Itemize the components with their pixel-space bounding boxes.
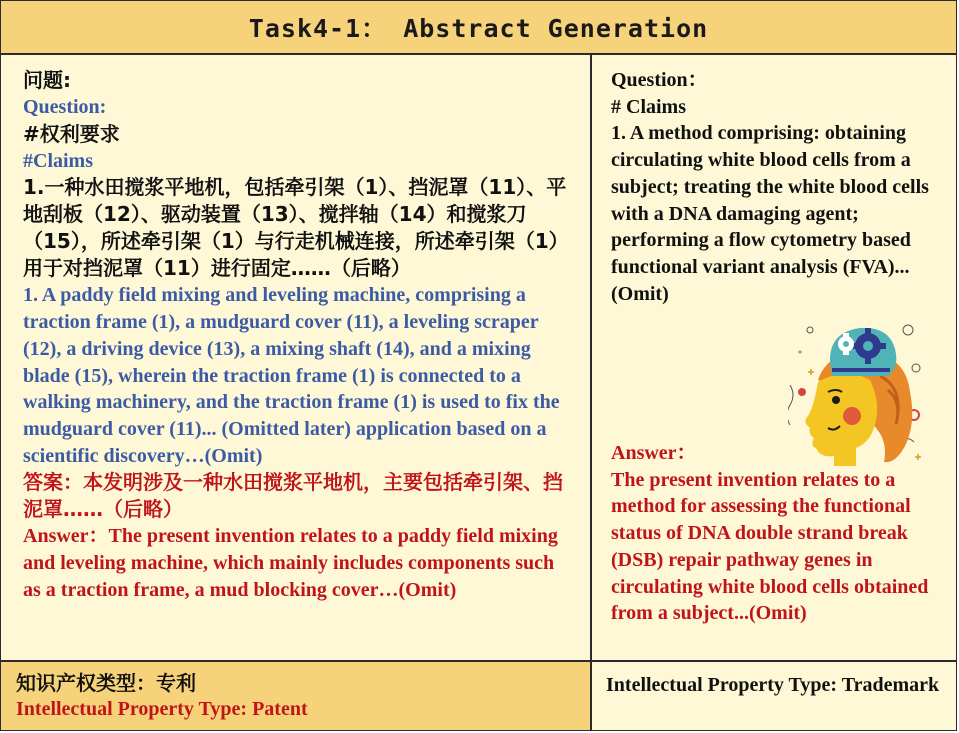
- task-title-text: Task4-1： Abstract Generation: [248, 14, 709, 43]
- right-answer-text: The present invention relates to a method for assessing the functional status of DNA double strand break (DSB) repair pathway genes in circulating white blood cells obtained from a subject...(Omit): [611, 468, 929, 625]
- claims-label-zh: #权利要求: [23, 121, 120, 146]
- task-title: [1, 1, 956, 55]
- ip-type-zh: 知识产权类型：专利: [16, 671, 196, 695]
- right-claims-label: # Claims: [611, 95, 686, 118]
- right-answer-block: [611, 440, 946, 627]
- claim-text-zh: 1.一种水田搅浆平地机，包括牵引架（1）、挡泥罩（11）、平地刮板（12）、驱动装置（13）、搅拌轴（14）和搅浆刀（15），所述牵引架（1）与行走机械连接，所述牵引架（1）用于对挡泥罩（11）进行固定……（后略）: [23, 175, 569, 281]
- claims-label-en: #Claims: [23, 149, 93, 172]
- answer-zh: 答案：本发明涉及一种水田搅浆平地机，主要包括牵引架、挡泥罩……（后略）: [23, 470, 563, 522]
- claim-text-en: 1. A paddy field mixing and leveling machine, comprising a traction frame (1), a mudguard cover (11), a leveling scraper (12), a driving device (13), a mixing shaft (14), and a mixing blade (15), wherein the traction frame (1) is connected to a walking machinery, and the traction frame (1) is used to fix the mudguard cover (11)... (Omitted later) application based on a scientific discovery…(Omit): [23, 284, 560, 467]
- ip-type-trademark-en: Intellectual Property Type: Trademark: [606, 674, 940, 696]
- left-example-panel: [1, 55, 592, 660]
- right-answer-label: Answer：: [611, 442, 697, 464]
- ip-type-patent-cell: [1, 660, 592, 730]
- answer-en: Answer：The present invention relates to a paddy field mixing and leveling machine, which mainly includes components such as a traction frame, a mud blocking cover…(Omit): [23, 525, 558, 601]
- question-label-zh: 问题:: [23, 68, 71, 92]
- ip-type-patent-en: Intellectual Property Type: Patent: [16, 698, 308, 720]
- right-claim-text: 1. A method comprising: obtaining circulating white blood cells from a subject; treating the white blood cells with a DNA damaging agent; performing a flow cytometry based functional variant analysis (FVA)...(Omit): [611, 122, 929, 305]
- ip-type-trademark-cell: [592, 660, 956, 730]
- question-label-en: Question:: [23, 96, 107, 118]
- right-example-panel: [592, 55, 956, 660]
- right-question-label: Question：: [611, 69, 708, 91]
